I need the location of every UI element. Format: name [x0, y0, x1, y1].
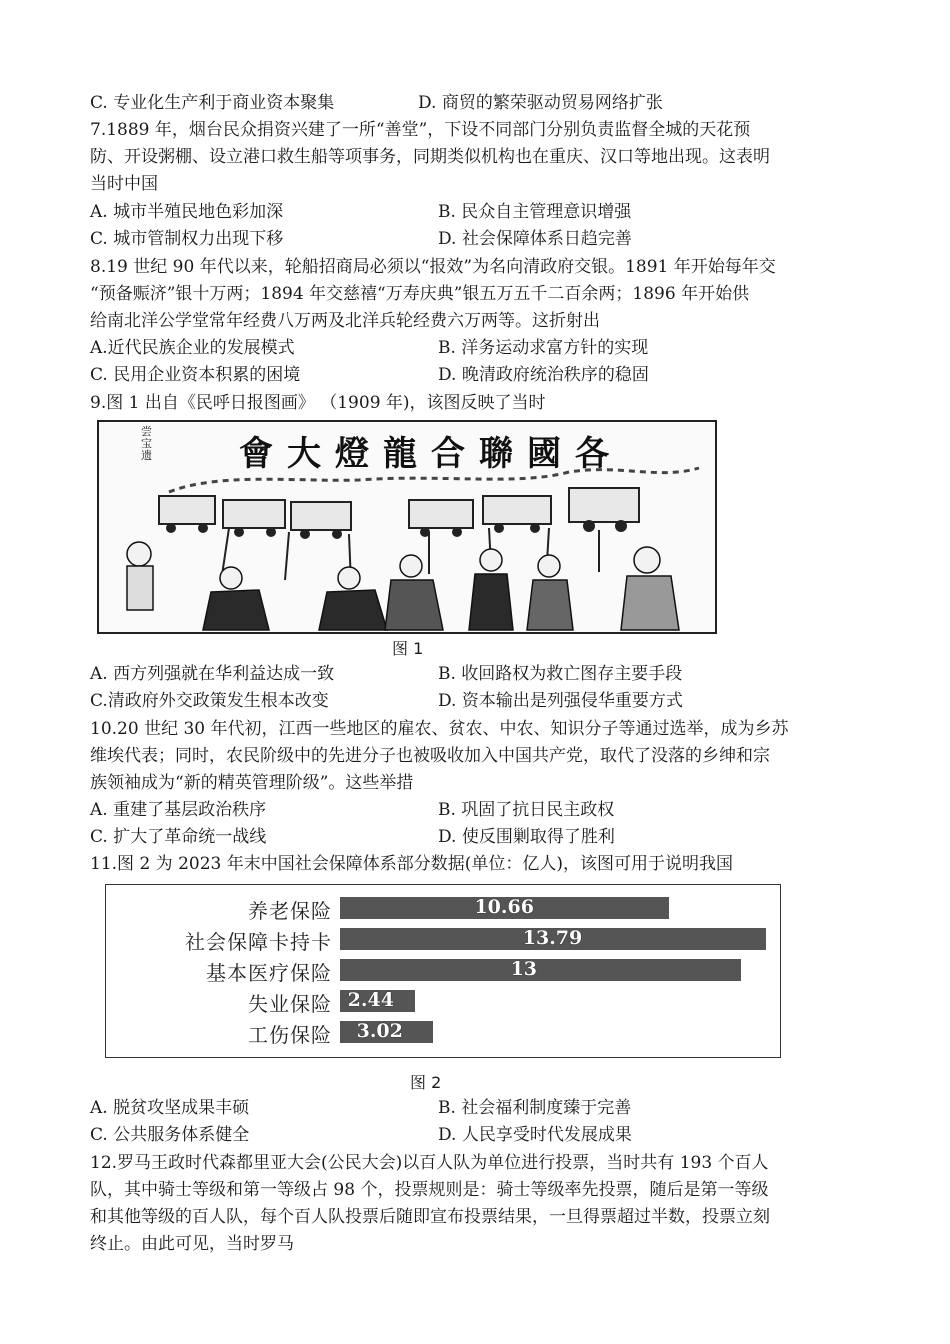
q11-stem: 11.图 2 为 2023 年末中国社会保障体系部分数据(单位：亿人)，该图可用于说明我国	[90, 854, 733, 874]
q12-stem-line-3: 和其他等级的百人队，每个百人队投票后随即宣布投票结果，一旦得票超过半数，投票立刻	[90, 1207, 770, 1227]
figure-1-drawing	[99, 462, 715, 632]
q8-option-c: C. 民用企业资本积累的困境	[90, 365, 301, 385]
chart-category-label: 社会保障卡持卡	[185, 930, 332, 954]
q9-option-d: D. 资本输出是列强侵华重要方式	[438, 691, 683, 711]
q9-option-b: B. 收回路权为救亡图存主要手段	[438, 664, 683, 684]
q8-option-d: D. 晚清政府统治秩序的稳固	[438, 365, 649, 385]
chart-category-label: 失业保险	[248, 992, 332, 1016]
q10-stem-line-1: 10.20 世纪 30 年代初，江西一些地区的雇农、贫农、中农、知识分子等通过选举，成为乡苏	[90, 719, 789, 739]
q10-stem-line-2: 维埃代表；同时，农民阶级中的先进分子也被吸收加入中国共产党，取代了没落的乡绅和宗	[90, 746, 770, 766]
q7-option-a: A. 城市半殖民地色彩加深	[90, 202, 284, 222]
chart-bar	[340, 959, 741, 981]
q6-option-d: D. 商贸的繁荣驱动贸易网络扩张	[418, 93, 663, 113]
q10-option-a: A. 重建了基层政治秩序	[90, 800, 267, 820]
q7-stem-line-3: 当时中国	[90, 174, 158, 194]
chart-category-label: 工伤保险	[248, 1023, 332, 1047]
q7-stem-line-1: 7.1889 年，烟台民众捐资兴建了一所“善堂”，下设不同部门分别负责监督全城的天花预	[90, 120, 751, 140]
q12-stem-line-4: 终止。由此可见，当时罗马	[90, 1234, 294, 1254]
figure-2-caption: 图 2	[410, 1073, 442, 1092]
q7-option-d: D. 社会保障体系日趋完善	[438, 229, 632, 249]
chart-value-label: 3.02	[356, 1020, 403, 1042]
chart-value-label: 13.79	[522, 927, 583, 949]
q7-stem-line-2: 防、开设粥棚、设立港口救生船等项事务，同期类似机构也在重庆、汉口等地出现。这表明	[90, 147, 770, 167]
q7-option-c: C. 城市管制权力出现下移	[90, 229, 284, 249]
q11-option-d: D. 人民享受时代发展成果	[438, 1125, 632, 1145]
chart-value-label: 2.44	[347, 989, 394, 1011]
q10-option-d: D. 使反围剿取得了胜利	[438, 827, 615, 847]
q11-option-a: A. 脱贫攻坚成果丰硕	[90, 1098, 250, 1118]
q11-option-c: C. 公共服务体系健全	[90, 1125, 250, 1145]
chart-value-label: 13	[510, 958, 538, 980]
q8-option-b: B. 洋务运动求富方针的实现	[438, 338, 649, 358]
q10-option-b: B. 巩固了抗日民主政权	[438, 800, 615, 820]
chart-value-label: 10.66	[474, 896, 534, 918]
q11-option-b: B. 社会福利制度臻于完善	[438, 1098, 632, 1118]
q9-stem: 9.图 1 出自《民呼日报图画》 （1909 年)，该图反映了当时	[90, 393, 546, 413]
q10-option-c: C. 扩大了革命统一战线	[90, 827, 267, 847]
q8-option-a: A.近代民族企业的发展模式	[90, 338, 295, 358]
q8-stem-line-1: 8.19 世纪 90 年代以来，轮船招商局必须以“报效”为名向清政府交银。1891 年开始每年交	[90, 257, 776, 277]
chart-category-label: 养老保险	[248, 899, 332, 923]
q12-stem-line-1: 12.罗马王政时代森都里亚大会(公民大会)以百人队为单位进行投票，当时共有 193 个百人	[90, 1153, 769, 1173]
q9-option-a: A. 西方列强就在华利益达成一致	[90, 664, 335, 684]
q12-stem-line-2: 队，其中骑士等级和第一等级占 98 个，投票规则是：骑士等级率先投票，随后是第一等级	[90, 1180, 769, 1200]
figure-2-bar-chart	[105, 884, 781, 1058]
q7-option-b: B. 民众自主管理意识增强	[438, 202, 632, 222]
q9-option-c: C.清政府外交政策发生根本改变	[90, 691, 329, 711]
q6-option-c: C. 专业化生产利于商业资本聚集	[90, 93, 335, 113]
q10-stem-line-3: 族领袖成为“新的精英管理阶级”。这些举措	[90, 773, 414, 793]
figure-1-caption: 图 1	[392, 639, 424, 658]
q8-stem-line-2: “预备赈济”银十万两；1894 年交慈禧“万寿庆典”银五万五千二百余两；1896 年开始供	[90, 284, 750, 304]
figure-1-title: 會大燈龍合聯國各	[239, 434, 623, 474]
q8-stem-line-3: 给南北洋公学堂常年经费八万两及北洋兵轮经费六万两等。这折射出	[90, 311, 600, 331]
figure-1-side-caption: 尝宝遗	[141, 425, 152, 462]
chart-category-label: 基本医疗保险	[206, 961, 332, 985]
figure-1-cartoon	[97, 420, 717, 634]
